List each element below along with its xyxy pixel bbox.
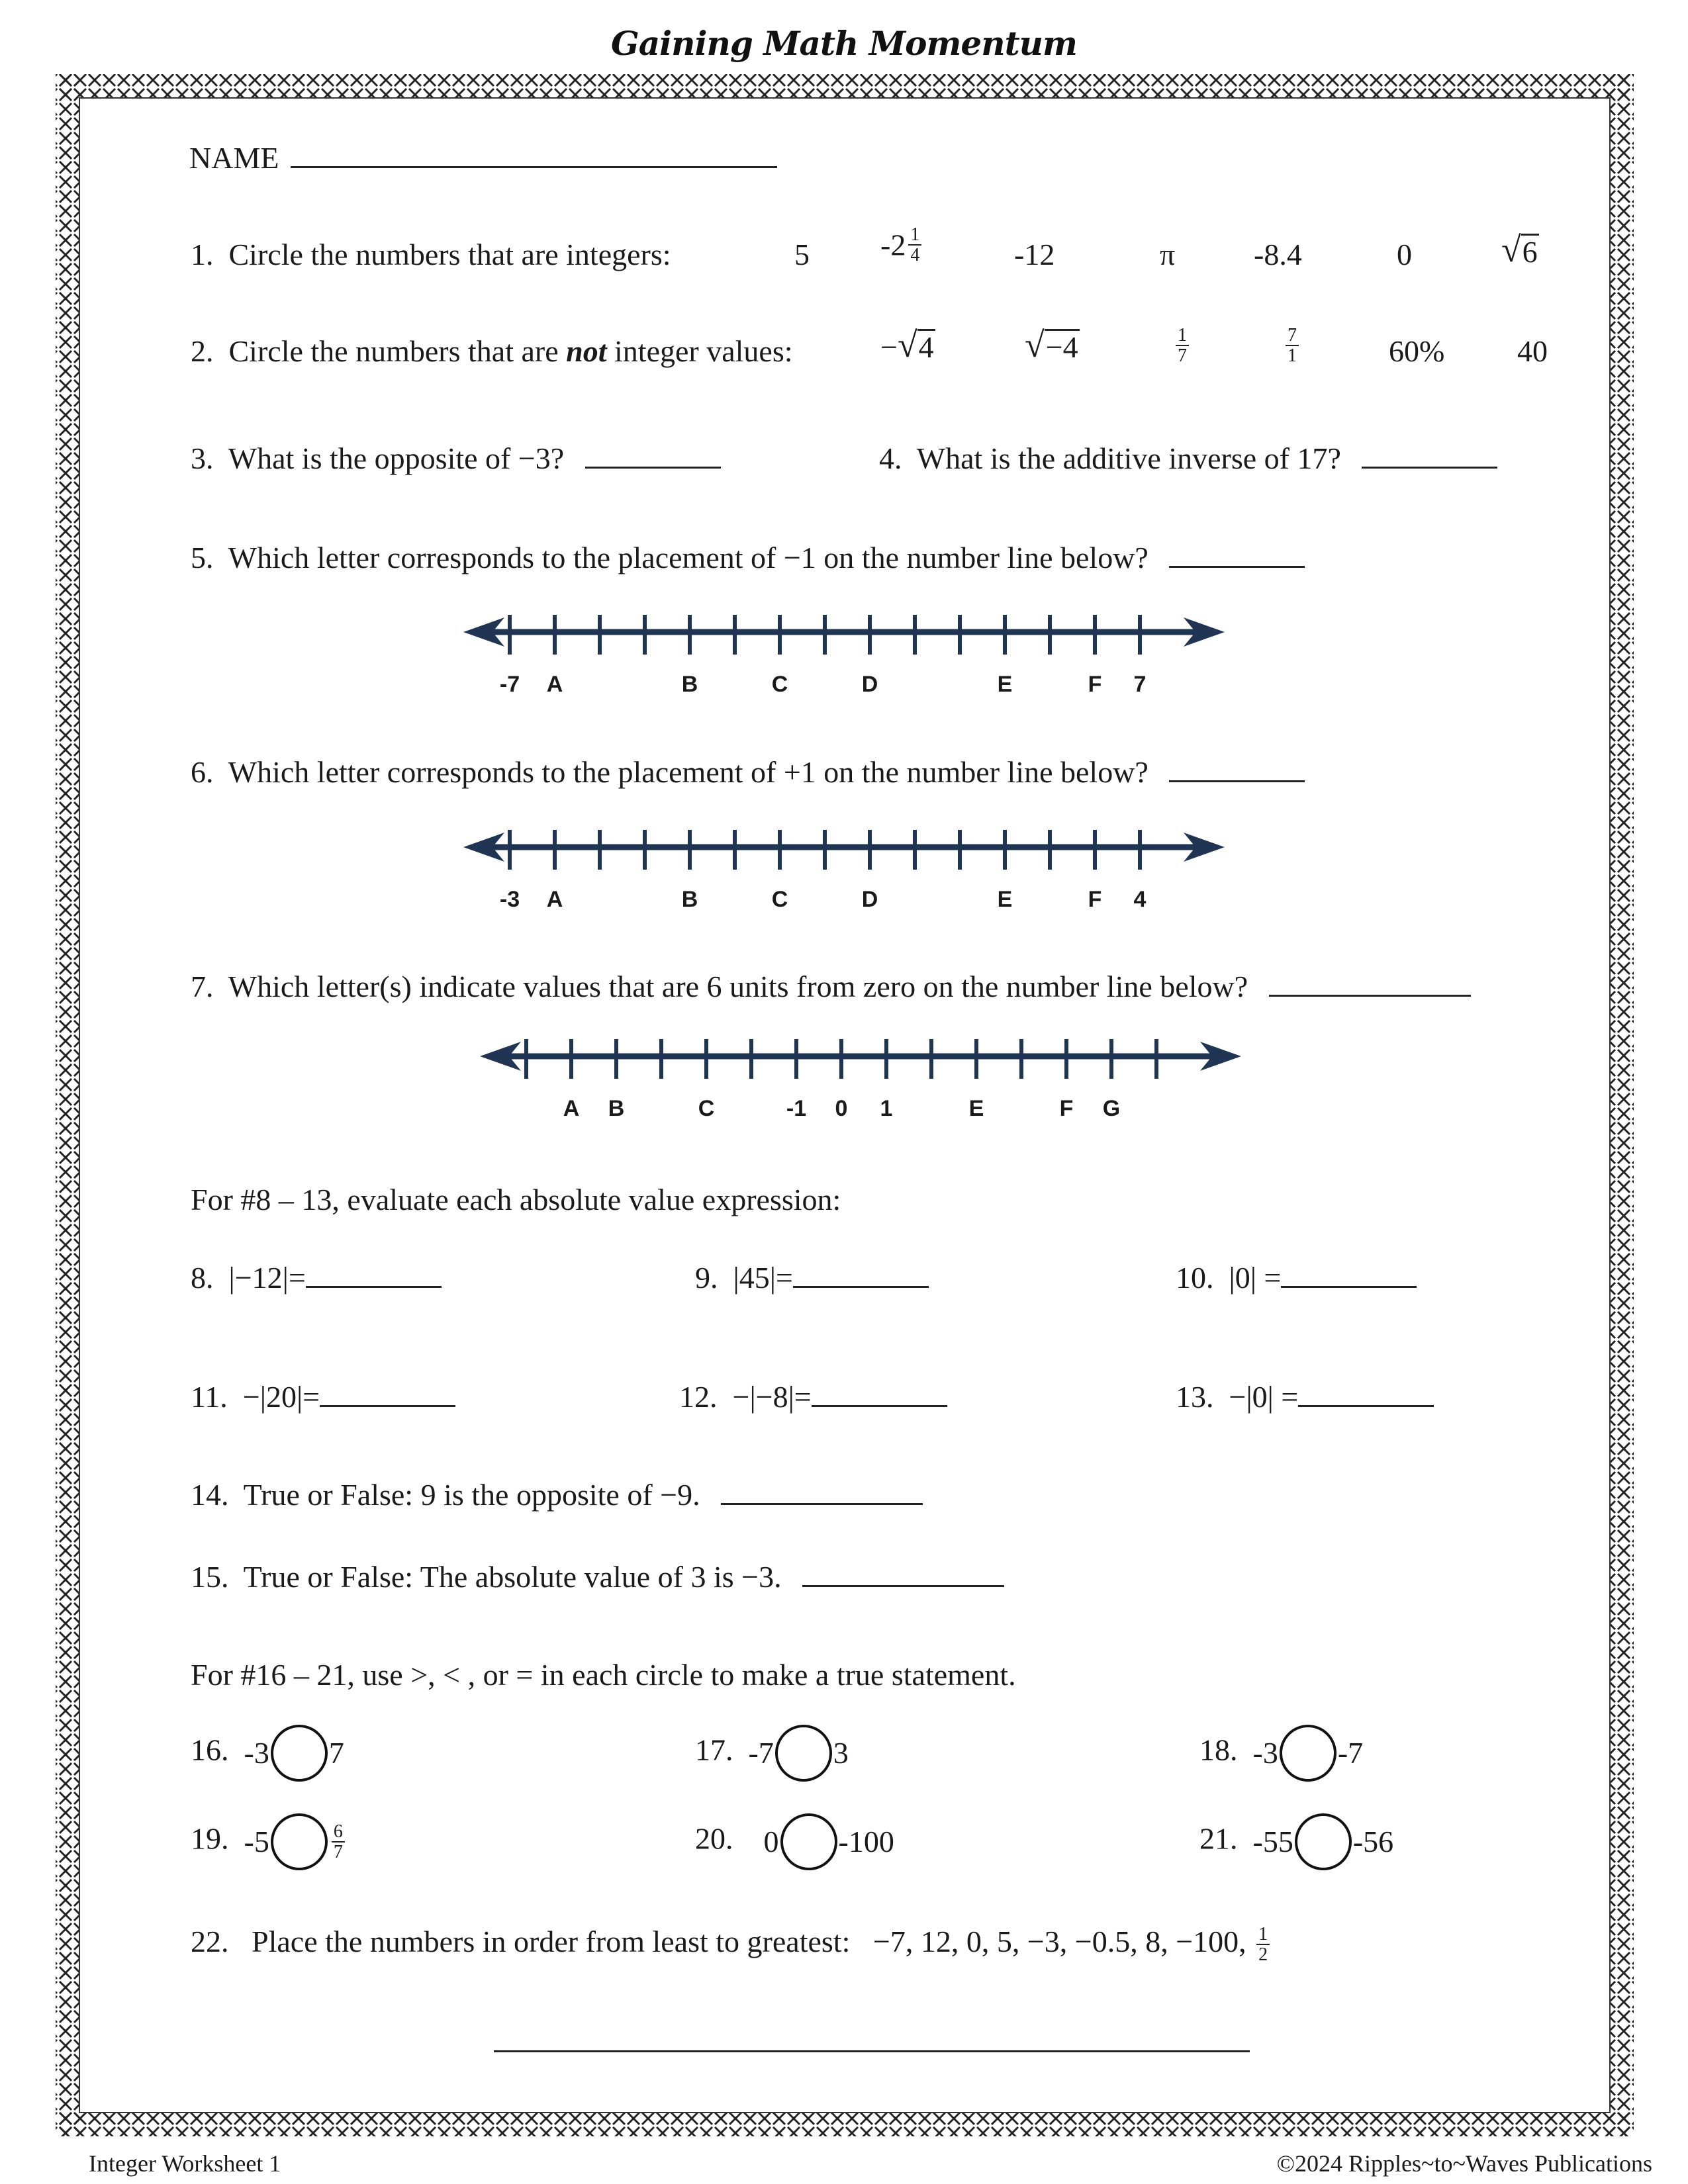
- cmp-item-18: 18. -3 -7: [1199, 1725, 1363, 1782]
- cmp-17-circle[interactable]: [775, 1725, 832, 1782]
- number-line-label: 0: [835, 1096, 848, 1121]
- q1-option-0[interactable]: 0: [1397, 238, 1412, 271]
- number-line-2: [457, 821, 1238, 920]
- number-line-label: C: [771, 672, 788, 697]
- page-title: Gaining Math Momentum: [611, 24, 1077, 63]
- number-line-label: C: [771, 887, 788, 912]
- q3-answer-blank[interactable]: [585, 467, 721, 469]
- q7-answer-blank[interactable]: [1269, 995, 1471, 997]
- cmp-20-circle[interactable]: [780, 1813, 837, 1870]
- q5-answer-blank[interactable]: [1169, 566, 1305, 568]
- question-4: 4. What is the additive inverse of 17?: [879, 443, 1497, 474]
- q1-option-mixed-fraction[interactable]: -2 $\frac{1}{4}$: [880, 225, 924, 265]
- q22-values: −7, 12, 0, 5, −3, −0.5, 8, −100,: [872, 1924, 1246, 1958]
- q22-fraction: $\frac{1}{2}$: [1256, 1925, 1270, 1965]
- number-line-label: B: [608, 1096, 625, 1121]
- number-line-label: F: [1059, 1096, 1074, 1121]
- q2-option-neg-sqrt4[interactable]: − √ 4: [880, 325, 934, 365]
- cmp-item-16: 16. -3 7: [191, 1725, 344, 1782]
- q4-answer-blank[interactable]: [1362, 467, 1497, 469]
- cmp-item-20: 20. 0 -100: [695, 1813, 894, 1870]
- q2-option-sqrt-neg4[interactable]: √ −4: [1025, 325, 1078, 365]
- q2-option-60-percent[interactable]: 60%: [1389, 334, 1445, 368]
- cmp-18-circle[interactable]: [1280, 1725, 1336, 1782]
- section-absolute-value: For #8 – 13, evaluate each absolute value expression:: [191, 1183, 841, 1216]
- number-line-label: B: [681, 672, 698, 697]
- abs-12-blank[interactable]: [812, 1405, 947, 1407]
- q2-option-one-seventh[interactable]: $\frac{1}{7}$: [1173, 326, 1192, 366]
- question-2: 2. Circle the numbers that are not integer values:: [191, 334, 793, 368]
- number-line-label: -3: [499, 887, 520, 912]
- q1-option-neg12[interactable]: -12: [1014, 238, 1055, 271]
- q2-option-seven-over-one[interactable]: $\frac{7}{1}$: [1283, 326, 1301, 366]
- number-line-label: 7: [1133, 672, 1147, 697]
- number-line-label: A: [546, 672, 563, 697]
- abs-item-11: 11. −|20|=: [191, 1382, 455, 1412]
- number-line-3: [473, 1030, 1254, 1129]
- number-line-label: A: [563, 1096, 580, 1121]
- number-line-label: -1: [786, 1096, 807, 1121]
- q6-answer-blank[interactable]: [1169, 780, 1305, 782]
- q15-answer-blank[interactable]: [802, 1585, 1004, 1587]
- abs-8-blank[interactable]: [306, 1286, 442, 1288]
- number-line-label: -7: [499, 672, 520, 697]
- number-line-label: F: [1088, 887, 1102, 912]
- question-7: 7. Which letter(s) indicate values that are 6 units from zero on the number line below?: [191, 972, 1471, 1002]
- q2-option-40[interactable]: 40: [1517, 334, 1548, 368]
- footer-left: Integer Worksheet 1: [89, 2150, 281, 2177]
- name-field[interactable]: [189, 143, 777, 173]
- number-line-label: C: [698, 1096, 715, 1121]
- number-line-label: G: [1102, 1096, 1121, 1121]
- abs-10-blank[interactable]: [1281, 1286, 1417, 1288]
- number-line-label: B: [681, 887, 698, 912]
- abs-item-12: 12. −|−8|=: [679, 1382, 947, 1412]
- number-line-label: E: [968, 1096, 984, 1121]
- section-comparison: For #16 – 21, use >, < , or = in each circle to make a true statement.: [191, 1658, 1016, 1692]
- question-22: 22. Place the numbers in order from least to greatest: −7, 12, 0, 5, −3, −0.5, 8, −100, $\frac{1}{2}$: [191, 1925, 1272, 1965]
- cmp-16-circle[interactable]: [271, 1725, 328, 1782]
- number-line-label: D: [861, 672, 878, 697]
- cmp-21-circle[interactable]: [1295, 1813, 1352, 1870]
- abs-item-9: 9. |45|=: [695, 1263, 929, 1293]
- q1-option-5[interactable]: 5: [794, 238, 810, 271]
- abs-item-13: 13. −|0| =: [1176, 1382, 1434, 1412]
- cmp-item-17: 17. -7 3: [695, 1725, 849, 1782]
- number-line-label: D: [861, 887, 878, 912]
- abs-13-blank[interactable]: [1298, 1405, 1434, 1407]
- question-6: 6. Which letter corresponds to the placement of +1 on the number line below?: [191, 757, 1305, 788]
- abs-item-8: 8. |−12|=: [191, 1263, 442, 1293]
- footer-right: ©2024 Ripples~to~Waves Publications: [1276, 2150, 1652, 2177]
- number-line-label: A: [546, 887, 563, 912]
- number-line-label: E: [997, 887, 1013, 912]
- question-5: 5. Which letter corresponds to the placement of −1 on the number line below?: [191, 543, 1305, 573]
- cmp-item-19: 19. -5 $\frac{6}{7}$: [191, 1813, 348, 1870]
- question-1: 1. Circle the numbers that are integers:: [191, 238, 671, 271]
- number-line-label: 1: [880, 1096, 893, 1121]
- number-line-1: [457, 606, 1238, 705]
- number-line-label: 4: [1133, 887, 1147, 912]
- abs-11-blank[interactable]: [320, 1405, 455, 1407]
- cmp-19-circle[interactable]: [271, 1813, 328, 1870]
- abs-9-blank[interactable]: [793, 1286, 929, 1288]
- question-15: 15. True or False: The absolute value of 3 is −3.: [191, 1562, 1004, 1592]
- cmp-item-21: 21. -55 -56: [1199, 1813, 1393, 1870]
- q1-option-pi[interactable]: π: [1160, 238, 1176, 271]
- q14-answer-blank[interactable]: [721, 1503, 923, 1505]
- question-3: 3. What is the opposite of −3?: [191, 443, 721, 474]
- question-14: 14. True or False: 9 is the opposite of −9.: [191, 1480, 923, 1510]
- q22-answer-blank[interactable]: [494, 2050, 1250, 2052]
- number-line-label: F: [1088, 672, 1102, 697]
- q1-option-neg8-4[interactable]: -8.4: [1254, 238, 1302, 271]
- abs-item-10: 10. |0| =: [1176, 1263, 1417, 1293]
- q1-option-sqrt6[interactable]: √ 6: [1501, 230, 1538, 269]
- number-line-label: E: [997, 672, 1013, 697]
- name-label: NAME: [189, 141, 279, 175]
